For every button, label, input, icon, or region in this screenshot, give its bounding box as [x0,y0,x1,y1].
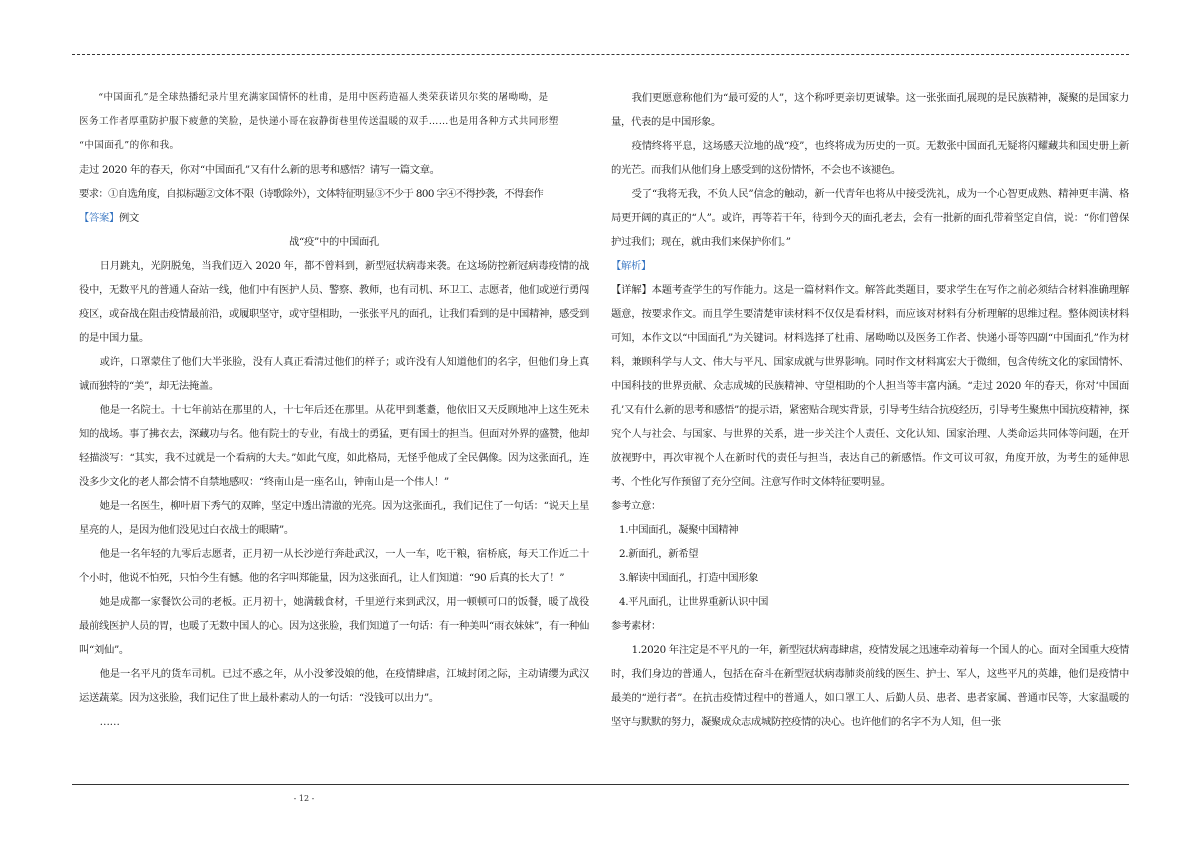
essay-paragraph: 她是一名医生，柳叶眉下秀气的双眸，坚定中透出清澈的光亮。因为这张面孔，我们记住了一句话：“说天上星星亮的人，是因为他们没见过白衣战士的眼睛”。 [79,500,589,536]
essay-title: 战“疫”中的中国面孔 [289,236,379,248]
theme-item: 1.中国面孔，凝聚中国精神 [619,524,739,536]
material-paragraph: 1.2020 年注定是不平凡的一年，新型冠状病毒肆虐，疫情发展之迅速牵动着每一个国人的心。面对全国重大疫情时，我们身边的普通人，包括在奋斗在新型冠状病毒肺炎前线的医生、护士、军人，这些平凡的英雄，他们是疫情中最美的“逆行者”。在抗击疫情过程中的普通人，如口罩工人、后勤人员、患者、患者家属、普通市民等，大家温暖的坚守与默默的努力，凝聚成众志成城防控疫情的决心。也许他们的名字不为人知，但一张 [611,644,1129,728]
left-column [79,86,589,734]
prompt-line: “中国面孔”是全球热播纪录片里充满家国情怀的杜甫，是用中医药造福人类荣获诺贝尔奖的屠呦呦，是 [98,92,549,103]
theme-item: 3.解读中国面孔，打造中国形象 [619,572,759,584]
prompt-line: “中国面孔”的你和我。 [79,140,180,151]
essay-paragraph: 他是一名平凡的货车司机。已过不惑之年，从小没爹没娘的他，在疫情肆虐，江城封闭之际，主动请缨为武汉运送蔬菜。因为这张脸，我们记住了世上最朴素动人的一句话：“没钱可以出力”。 [79,668,589,704]
answer-heading [79,206,589,230]
essay-paragraph: 他是一名年轻的九零后志愿者，正月初一从长沙逆行奔赴武汉，一人一车，吃干粮，宿桥底，每天工作近二十个小时，他说不怕死，只怕今生有憾。他的名字叫郑能量，因为这张面孔，让人们知道：“90 后真的长大了！” [79,548,589,584]
essay-paragraph: 我们更愿意称他们为“最可爱的人”，这个称呼更亲切更诚挚。这一张张面孔展现的是民族精神，凝聚的是国家力量，代表的是中国形象。 [611,92,1129,128]
detail-paragraph [611,278,1129,494]
answer-label: 例文 [119,212,139,224]
essay-ellipsis: …… [99,716,120,728]
theme-item: 2.新面孔，新希望 [619,548,699,560]
reference-theme-label: 参考立意： [611,500,661,512]
analysis-tag: 【解析】 [611,260,651,272]
question-text: 走过 2020 年的春天，你对“中国面孔”又有什么新的思考和感悟？请写一篇文章。 [79,164,440,176]
right-column [611,86,1129,734]
essay-paragraph: 疫情终将平息，这场感天泣地的战“疫”，也终将成为历史的一页。无数张中国面孔无疑将闪耀藏共和国史册上新的光芒。而我们从他们身上感受到的这份情怀，不会也不该褪色。 [611,140,1129,176]
theme-item: 4.平凡面孔，让世界重新认识中国 [619,596,769,608]
footer-divider [72,784,1129,785]
essay-paragraph: 她是成都一家餐饮公司的老板。正月初十，她满载食材，千里逆行来到武汉，用一顿顿可口的饭餐，暖了战役最前线医护人员的胃，也暖了无数中国人的心。因为这张脸，我们知道了一句话：有一种美叫“雨衣妹妹”，有一种仙叫“刘仙”。 [79,596,589,656]
page-number: - 12 - [293,794,315,803]
reference-material-label: 参考素材： [611,620,661,632]
header-divider [72,54,1129,55]
answer-tag: 【答案】 [79,212,119,224]
prompt-line: 医务工作者厚重防护服下疲惫的笑脸，是快递小哥在寂静街巷里传送温暖的双手……也是用各种方式共同形塑 [79,116,559,127]
detail-text: 本题考查学生的写作能力。这是一篇材料作文。解答此类题目，要求学生在写作之前必须结合材料准确理解题意，按要求作文。而且学生要清楚审读材料不仅仅是看材料，而应该对材料有分析理解的思维过程。整体阅读材料可知，本作文以“中国面孔”为关键词。材料选择了杜甫、屠呦呦以及医务工作者、快递小哥等四副“中国面孔”作为材料，兼顾科学与人文、伟大与平凡、国家成就与世界影响。同时作文材料寓宏大于微细，包含传统文化的家国情怀、中国科技的世界贡献、众志成城的民族精神、守望相助的个人担当等丰富内涵。“走过 2020 年的春天，你对‘中国面孔’又有什么新的思考和感悟”的提示语，紧密贴合现实背景，引导考生结合抗疫经历，引导考生聚焦中国抗疫精神，探究个人与社会、与国家、与世界的关系，进一步关注个人责任、文化认知、国家治理、人类命运共同体等问题，在开放视野中，再次审视个人在新时代的责任与担当，表达自己的新感悟。作文可议可叙，角度开放，为考生的延伸思考、个性化写作预留了充分空间。注意写作时文体特征要明显。 [611,284,1129,488]
requirements-text: 要求：①自选角度，自拟标题②文体不限（诗歌除外），文体特征明显③不少于 800 字④不得抄袭，不得套作 [79,188,544,200]
essay-paragraph: 或许，口罩蒙住了他们大半张脸，没有人真正看清过他们的样子；或许没有人知道他们的名字，但他们身上真诚而独特的“美”，却无法掩盖。 [79,356,589,392]
detail-tag: 【详解】 [611,284,652,296]
essay-paragraph: 日月跳丸，光阴脱兔，当我们迈入 2020 年，都不曾料到，新型冠状病毒来袭。在这场防控新冠病毒疫情的战役中，无数平凡的普通人奋站一线，他们中有医护人员、警察、教师，也有司机、环卫工、志愿者，他们或逆行勇闯疫区，或奋战在阻击疫情最前沿，或履职坚守，或守望相助，一张张平凡的面孔，让我们看到的是中国精神，感受到的是中国力量。 [79,260,589,344]
essay-paragraph: 他是一名院士。十七年前站在那里的人，十七年后还在那里。从花甲到耄耋，他依旧又天反顾地冲上这生死未知的战场。事了拂衣去，深藏功与名。他有院士的专业，有战士的勇猛，更有国士的担当。但面对外界的盛赞，他却轻描淡写：“其实，我不过就是一个看病的大夫。”如此气度，如此格局，无怪乎他成了全民偶像。因为这张面孔，连没多少文化的老人都会情不自禁地感叹：“终南山是一座名山，钟南山是一个伟人！” [79,404,589,488]
essay-paragraph: 受了“我将无我，不负人民”信念的触动，新一代青年也将从中接受洗礼，成为一个心智更成熟、精神更丰满、格局更开阔的真正的“人”。或许，再等若干年，待到今天的面孔老去，会有一批新的面孔带着坚定自信，说：“你们曾保护过我们；现在，就由我们来保护你们。” [611,188,1129,248]
